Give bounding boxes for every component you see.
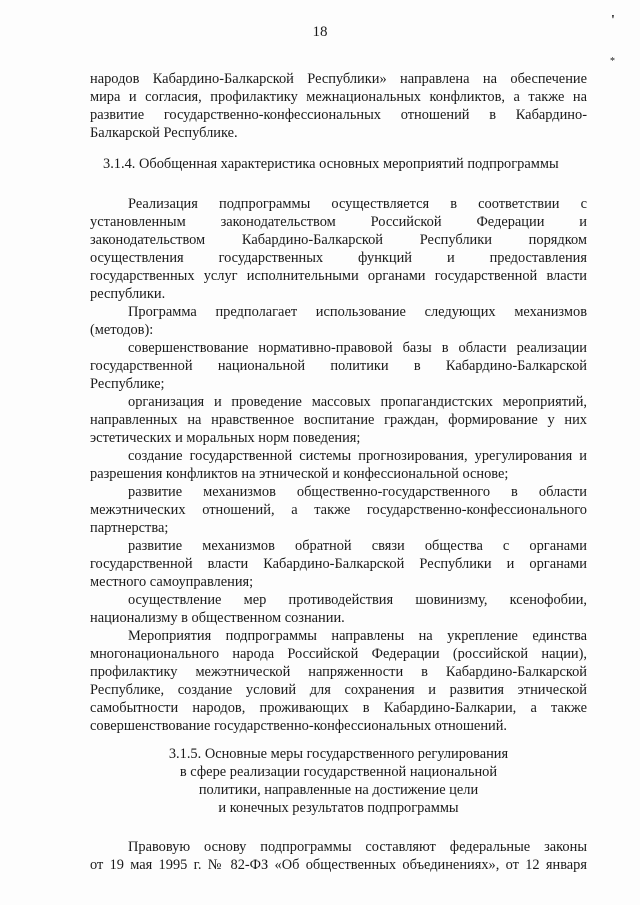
text-line: многонационального народа Российской Федерации (российской нации),	[90, 646, 587, 662]
list-item-line: Республике;	[90, 376, 165, 392]
text-line: законодательством Кабардино-Балкарской Республики порядком	[90, 232, 587, 248]
margin-mark-top: '	[611, 13, 615, 28]
section-heading-315-line: и конечных результатов подпрограммы	[218, 800, 459, 816]
list-item-line: государственной власти Кабардино-Балкарской Республики и органами	[90, 556, 587, 572]
text-line: Республике, создание условий для сохранения и развития этнической	[90, 682, 587, 698]
text-line: установленным законодательством Российской Федерации и	[90, 214, 587, 230]
text-line: от 19 мая 1995 г. № 82-ФЗ «Об общественных объединениях», от 12 января	[90, 857, 587, 873]
list-item-line: организация и проведение массовых пропагандистских мероприятий,	[128, 394, 587, 410]
text-line: (методов):	[90, 322, 154, 338]
list-item-line: осуществление мер противодействия шовинизму, ксенофобии,	[128, 592, 587, 608]
section-heading-315-line: 3.1.5. Основные меры государственного регулирования	[168, 746, 509, 762]
text-line: осуществления государственных функций и предоставления	[90, 250, 587, 266]
text-line: профилактику межэтнической напряженности в Кабардино-Балкарской	[90, 664, 587, 680]
margin-mark-side: *	[610, 56, 615, 67]
list-item-line: местного самоуправления;	[90, 574, 254, 590]
list-item-line: развитие механизмов обратной связи общества с органами	[128, 538, 587, 554]
list-item-line: эстетических и моральных норм поведения;	[90, 430, 361, 446]
list-item-line: разрешения конфликтов на этнической и конфессиональной основе;	[90, 466, 509, 482]
list-item-line: межэтнических отношений, а также государственно-конфессионального	[90, 502, 587, 518]
section-heading-315-line: политики, направленные на достижение цели	[198, 782, 479, 798]
text-line: развитие государственно-конфессиональных отношений в Кабардино-	[90, 107, 587, 123]
text-line: мира и согласия, профилактику межнациональных конфликтов, а также на	[90, 89, 587, 105]
text-line: Правовую основу подпрограммы составляют федеральные законы	[128, 839, 587, 855]
text-line: народов Кабардино-Балкарской Республики» направлена на обеспечение	[90, 71, 587, 87]
text-line: совершенствование государственно-конфессиональных отношений.	[90, 718, 508, 734]
list-item-line: развитие механизмов общественно-государственного в области	[128, 484, 587, 500]
list-item-line: направленных на нравственное воспитание граждан, формирование у них	[90, 412, 587, 428]
list-item-line: государственной национальной политики в Кабардино-Балкарской	[90, 358, 587, 374]
text-line: республики.	[90, 286, 166, 302]
section-heading-314: 3.1.4. Обобщенная характеристика основных мероприятий подпрограммы	[103, 156, 559, 172]
text-line: Балкарской Республике.	[90, 125, 238, 141]
list-item-line: национализму в общественном сознании.	[90, 610, 345, 626]
section-heading-315-line: в сфере реализации государственной национальной	[179, 764, 498, 780]
text-line: государственных услуг исполнительными органами государственной власти	[90, 268, 587, 284]
text-line: Мероприятия подпрограммы направлены на укрепление единства	[128, 628, 587, 644]
text-line: Реализация подпрограммы осуществляется в соответствии с	[128, 196, 587, 212]
list-item-line: партнерства;	[90, 520, 169, 536]
list-item-line: создание государственной системы прогнозирования, урегулирования и	[128, 448, 587, 464]
page-number: 18	[312, 24, 328, 40]
text-line: Программа предполагает использование следующих механизмов	[128, 304, 587, 320]
text-line: самобытности народов, проживающих в Кабардино-Балкарии, а также	[90, 700, 587, 716]
list-item-line: совершенствование нормативно-правовой базы в области реализации	[128, 340, 587, 356]
